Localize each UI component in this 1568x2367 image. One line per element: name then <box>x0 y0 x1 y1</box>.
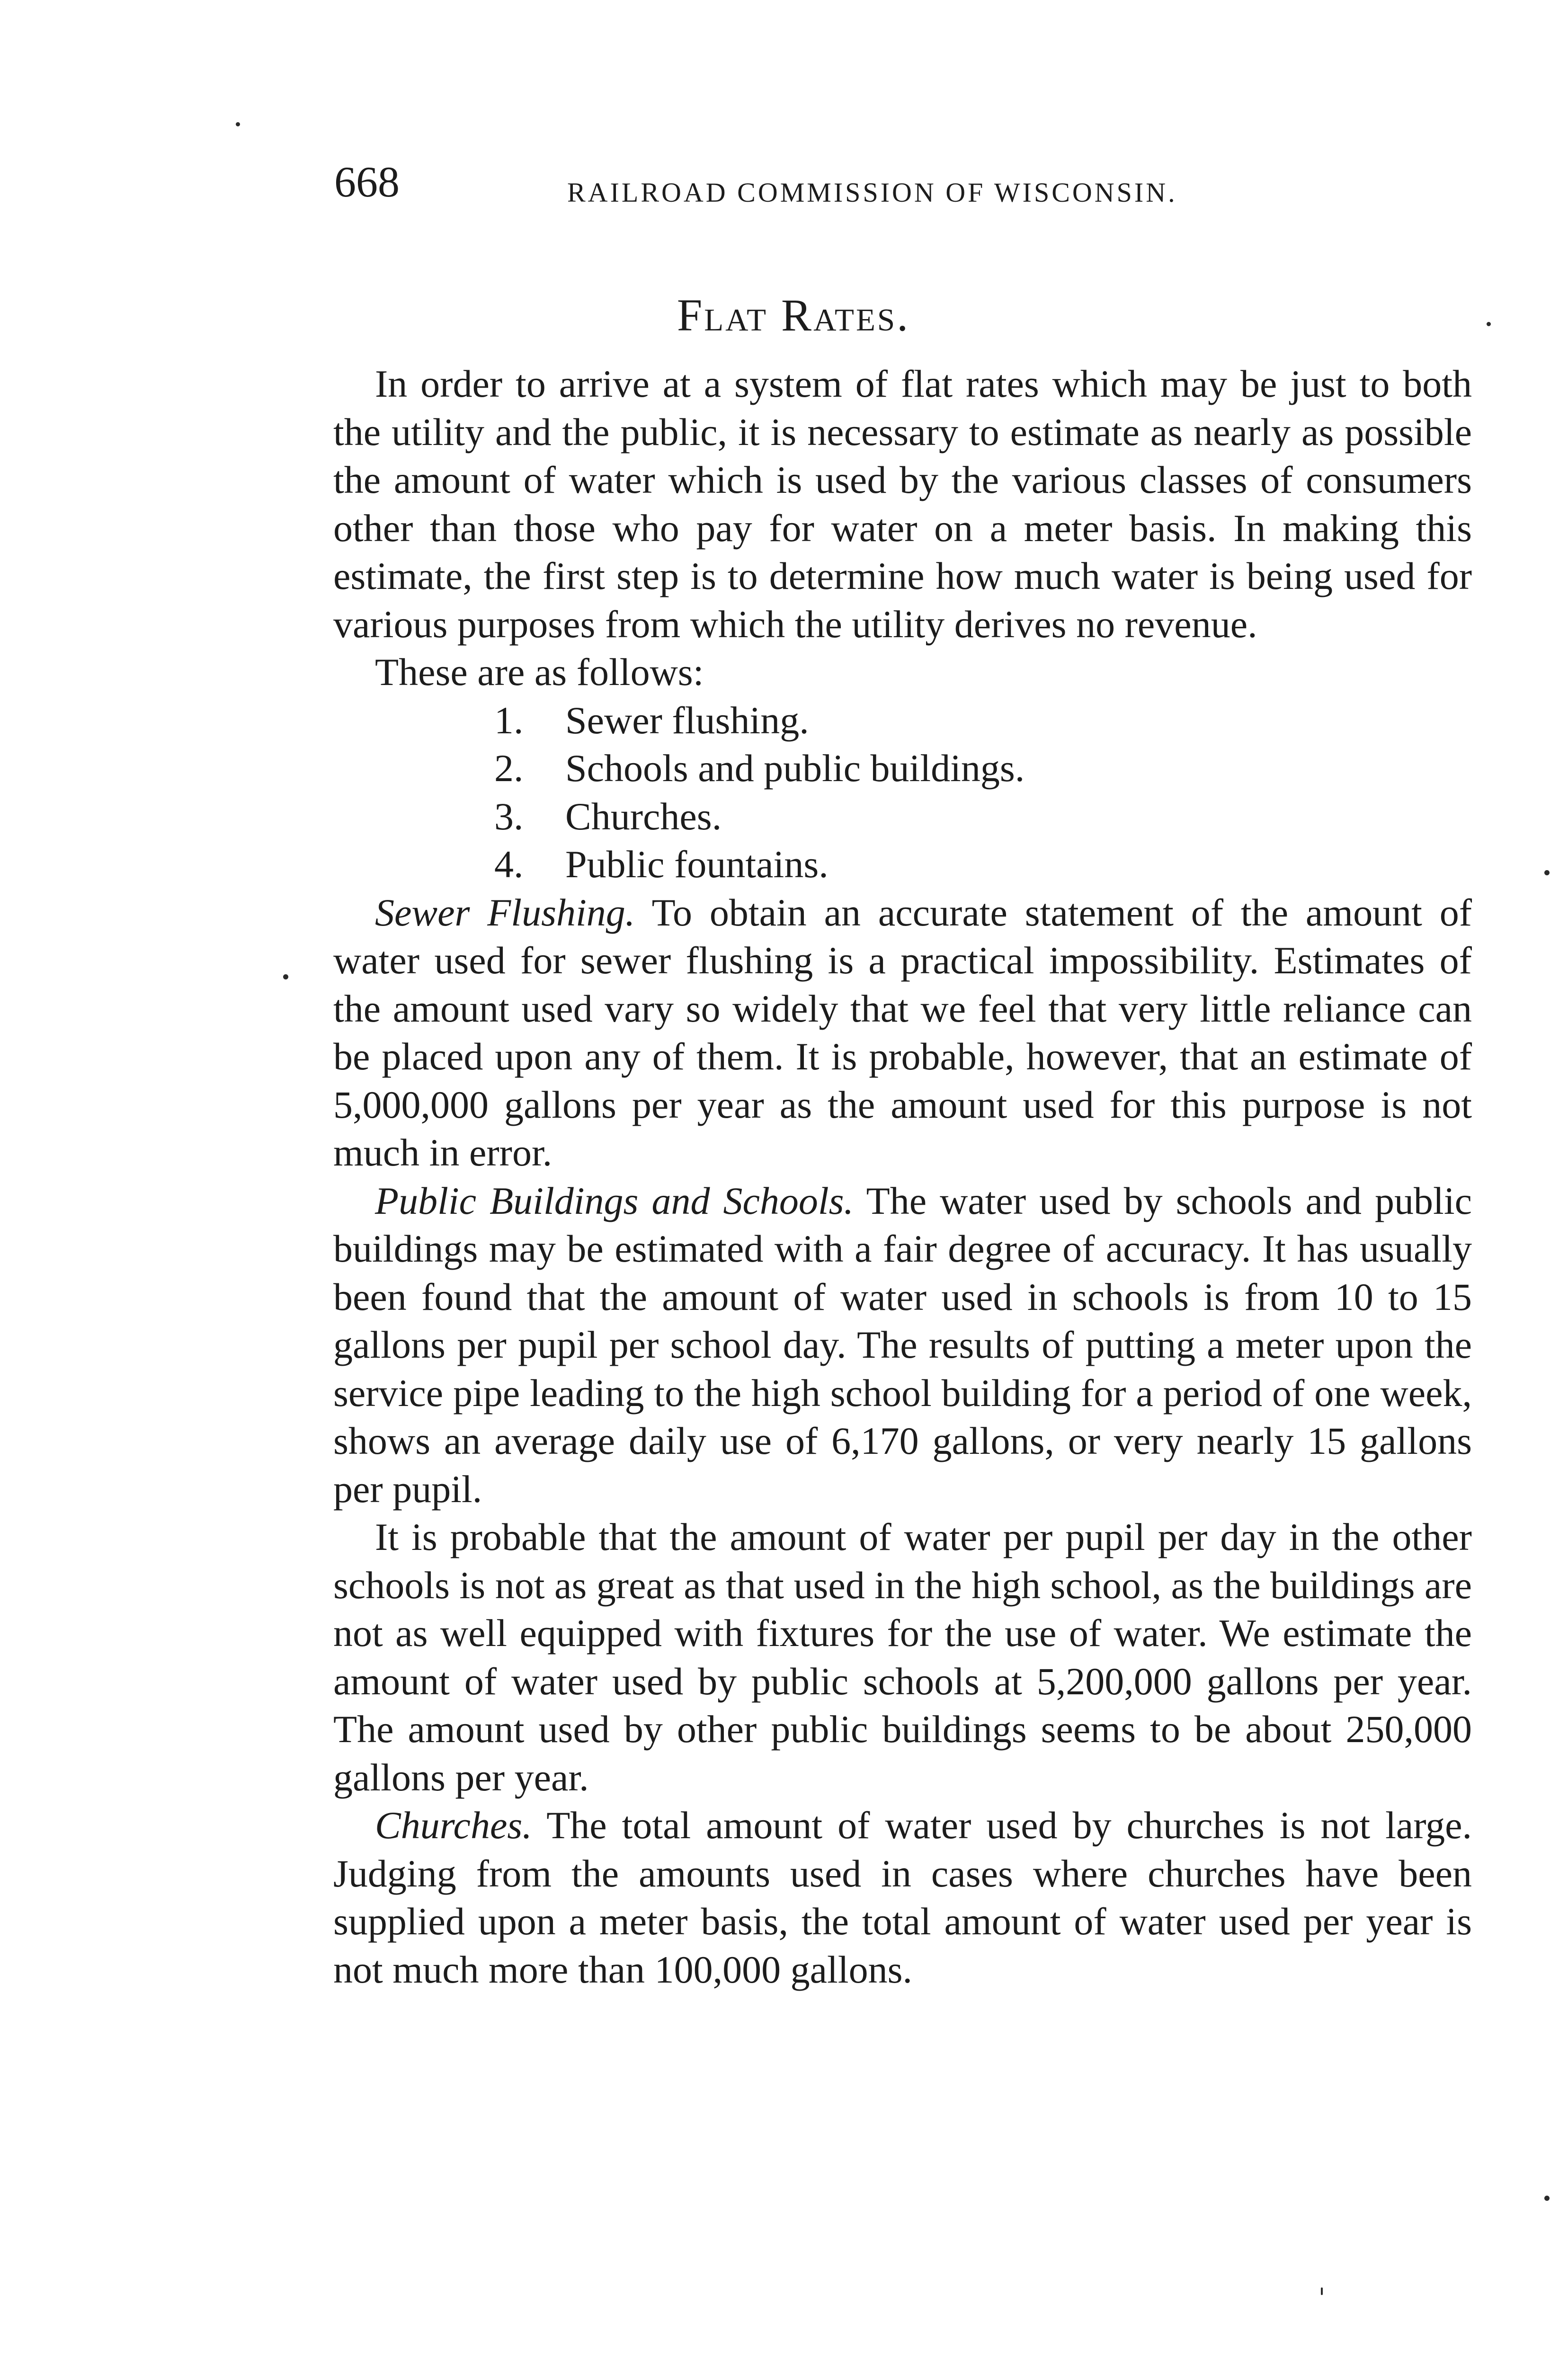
list-item-label: Schools and public buildings. <box>565 747 1025 790</box>
list-item-number: 4. <box>494 843 524 886</box>
uses-list <box>333 696 1472 889</box>
scan-speck <box>1487 322 1491 326</box>
list-item-label: Churches. <box>565 794 722 838</box>
schools-followup-paragraph: It is probable that the amount of water per pupil per day in the other schools is not as great as that used in the high school, as the buildings are not as well equipped with fixtures for the use of water. We estimate the amount of water used by public schools at 5,200,000 gallons per year. The amount used by other public buildings seems to be about 250,000 gallons per year. <box>333 1515 1472 1799</box>
churches-heading: Churches. <box>375 1804 532 1847</box>
list-item-number: 3. <box>494 794 524 838</box>
list-item-number: 2. <box>494 747 524 790</box>
body-text <box>333 360 1472 1993</box>
churches-paragraph <box>333 1801 1472 1993</box>
list-item-label: Public fountains. <box>565 843 829 886</box>
running-title: RAILROAD COMMISSION OF WISCONSIN. <box>567 177 1177 208</box>
schools-paragraph <box>333 1177 1472 1513</box>
schools-text: The water used by schools and public buildings may be estimated with a fair degree of accuracy. It has usually been found that the amount of water used in schools is from 10 to 15 gallons per pupil per school day. The results of putting a meter upon the service pipe leading to the high school building for a period of one week, shows an average daily use of 6,170 gallons, or very nearly 15 gallons per pupil. <box>333 1179 1472 1511</box>
churches-text: The total amount of water used by churches is not large. Judging from the amounts used in cases where churches have been supplied upon a meter basis, the total amount of water used per year is not much more than 100,000 gallons. <box>333 1804 1472 1991</box>
section-title: Flat Rates. <box>677 290 910 340</box>
list-item-label: Sewer flushing. <box>565 698 809 742</box>
list-item <box>333 840 1472 889</box>
list-lead: These are as follows: <box>375 650 704 694</box>
scan-speck <box>1544 2196 1550 2201</box>
sewer-text: To obtain an accurate statement of the amount of water used for sewer flushing is a practical impossibility. Estimates of the amount used vary so widely that we feel that very little reliance can be placed upon any of them. It is probable, however, that an estimate of 5,000,000 gallons per year as the amount used for this purpose is not much in error. <box>333 890 1472 1174</box>
scan-speck <box>1321 2287 1323 2295</box>
list-item <box>333 744 1472 792</box>
sewer-heading: Sewer Flushing. <box>375 890 635 934</box>
list-item <box>333 696 1472 745</box>
intro-paragraph: In order to arrive at a system of flat rates which may be just to both the utility and the public, it is necessary to estimate as nearly as possible the amount of water which is used by the various classes of consumers other than those who pay for water on a meter basis. In making this estimate, the first step is to determine how much water is being used for various purposes from which the utility derives no revenue. <box>333 362 1472 646</box>
schools-heading: Public Buildings and Schools. <box>375 1179 854 1222</box>
scan-speck <box>1544 870 1550 875</box>
list-item <box>333 792 1472 841</box>
scan-speck <box>236 122 240 126</box>
list-item-number: 1. <box>494 698 524 742</box>
sewer-paragraph <box>333 889 1472 1177</box>
scan-speck <box>283 974 288 979</box>
page-number: 668 <box>334 158 400 206</box>
